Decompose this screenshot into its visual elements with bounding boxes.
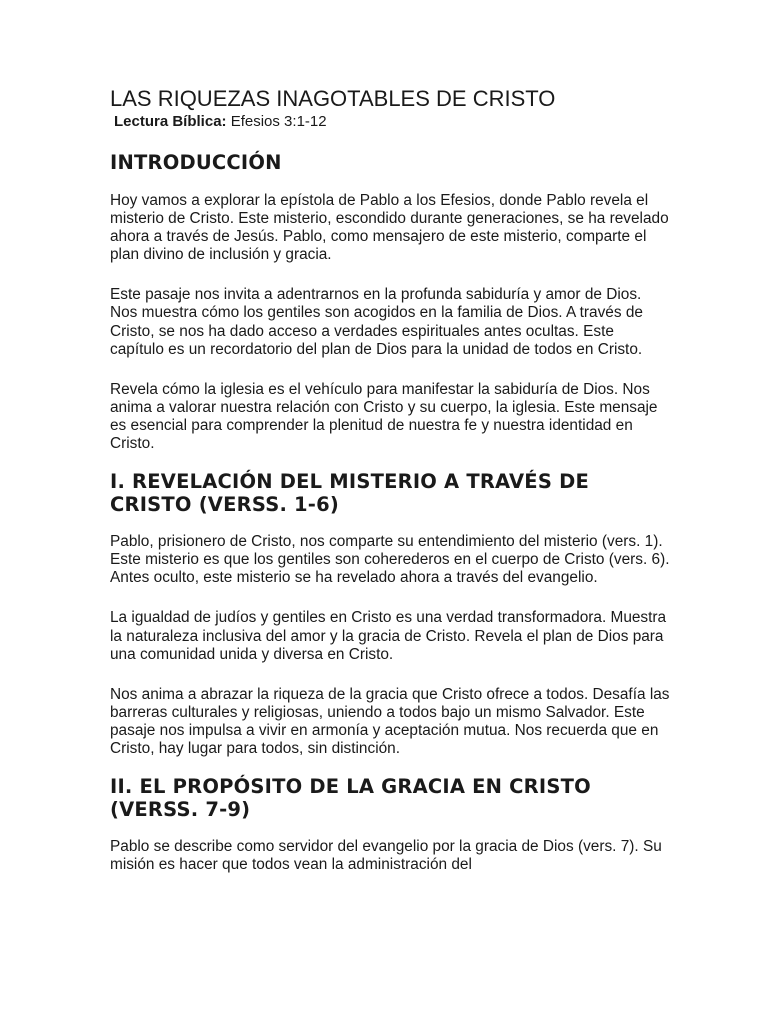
section-heading-intro: INTRODUCCIÓN (110, 151, 282, 174)
section-2-paragraph-1: Pablo se describe como servidor del evangelio por la gracia de Dios (vers. 7). Su misión es hacer que todos vean la administración del (110, 838, 662, 874)
section-heading-1: I. REVELACIÓN DEL MISTERIO A TRAVÉS DE CRISTO (VERSS. 1-6) (110, 470, 589, 517)
section-1-paragraph-2: La igualdad de judíos y gentiles en Cristo es una verdad transformadora. Muestra la naturaleza inclusiva del amor y la gracia de Cristo. Revela el plan de Dios para una comunidad unida y diversa en Cristo. (110, 609, 667, 663)
document-title: LAS RIQUEZAS INAGOTABLES DE CRISTO (110, 86, 556, 111)
intro-paragraph-3: Revela cómo la iglesia es el vehículo para manifestar la sabiduría de Dios. Nos anima a valorar nuestra relación con Cristo y su cuerpo, la iglesia. Este mensaje es esencial para comprender la plenitud de nuestra fe y nuestra identidad en Cristo. (110, 380, 658, 453)
section-1-paragraph-3: Nos anima a abrazar la riqueza de la gracia que Cristo ofrece a todos. Desafía las barreras culturales y religiosas, uniendo a todos bajo un mismo Salvador. Este pasaje nos impulsa a vivir en armonía y aceptación mutua. Nos recuerda que en Cristo, hay lugar para todos, sin distinción. (110, 685, 670, 757)
bible-reading-reference (114, 113, 670, 131)
intro-paragraph-2: Este pasaje nos invita a adentrarnos en la profunda sabiduría y amor de Dios. Nos muestra cómo los gentiles son acogidos en la familia de Dios. A través de Cristo, se nos ha dado acceso a verdades espirituales antes ocultas. Este capítulo es un recordatorio del plan de Dios para la unidad de todos en Cristo. (110, 286, 643, 358)
section-heading-2: II. EL PROPÓSITO DE LA GRACIA EN CRISTO (VERSS. 7-9) (110, 775, 591, 822)
reading-label: Lectura Bíblica: (114, 113, 227, 130)
reading-value: Efesios 3:1-12 (230, 113, 327, 130)
intro-paragraph-1: Hoy vamos a explorar la epístola de Pablo a los Efesios, donde Pablo revela el misterio de Cristo. Este misterio, escondido durante generaciones, se ha revelado ahora a través de Jesús. Pablo, como mensajero de este misterio, comparte el plan divino de inclusión y gracia. (110, 192, 669, 264)
section-1-paragraph-1: Pablo, prisionero de Cristo, nos comparte su entendimiento del misterio (vers. 1). Este misterio es que los gentiles son coherederos en el cuerpo de Cristo (vers. 6). Antes oculto, este misterio se ha revelado ahora a través del evangelio. (110, 533, 670, 587)
document-page (110, 86, 670, 874)
